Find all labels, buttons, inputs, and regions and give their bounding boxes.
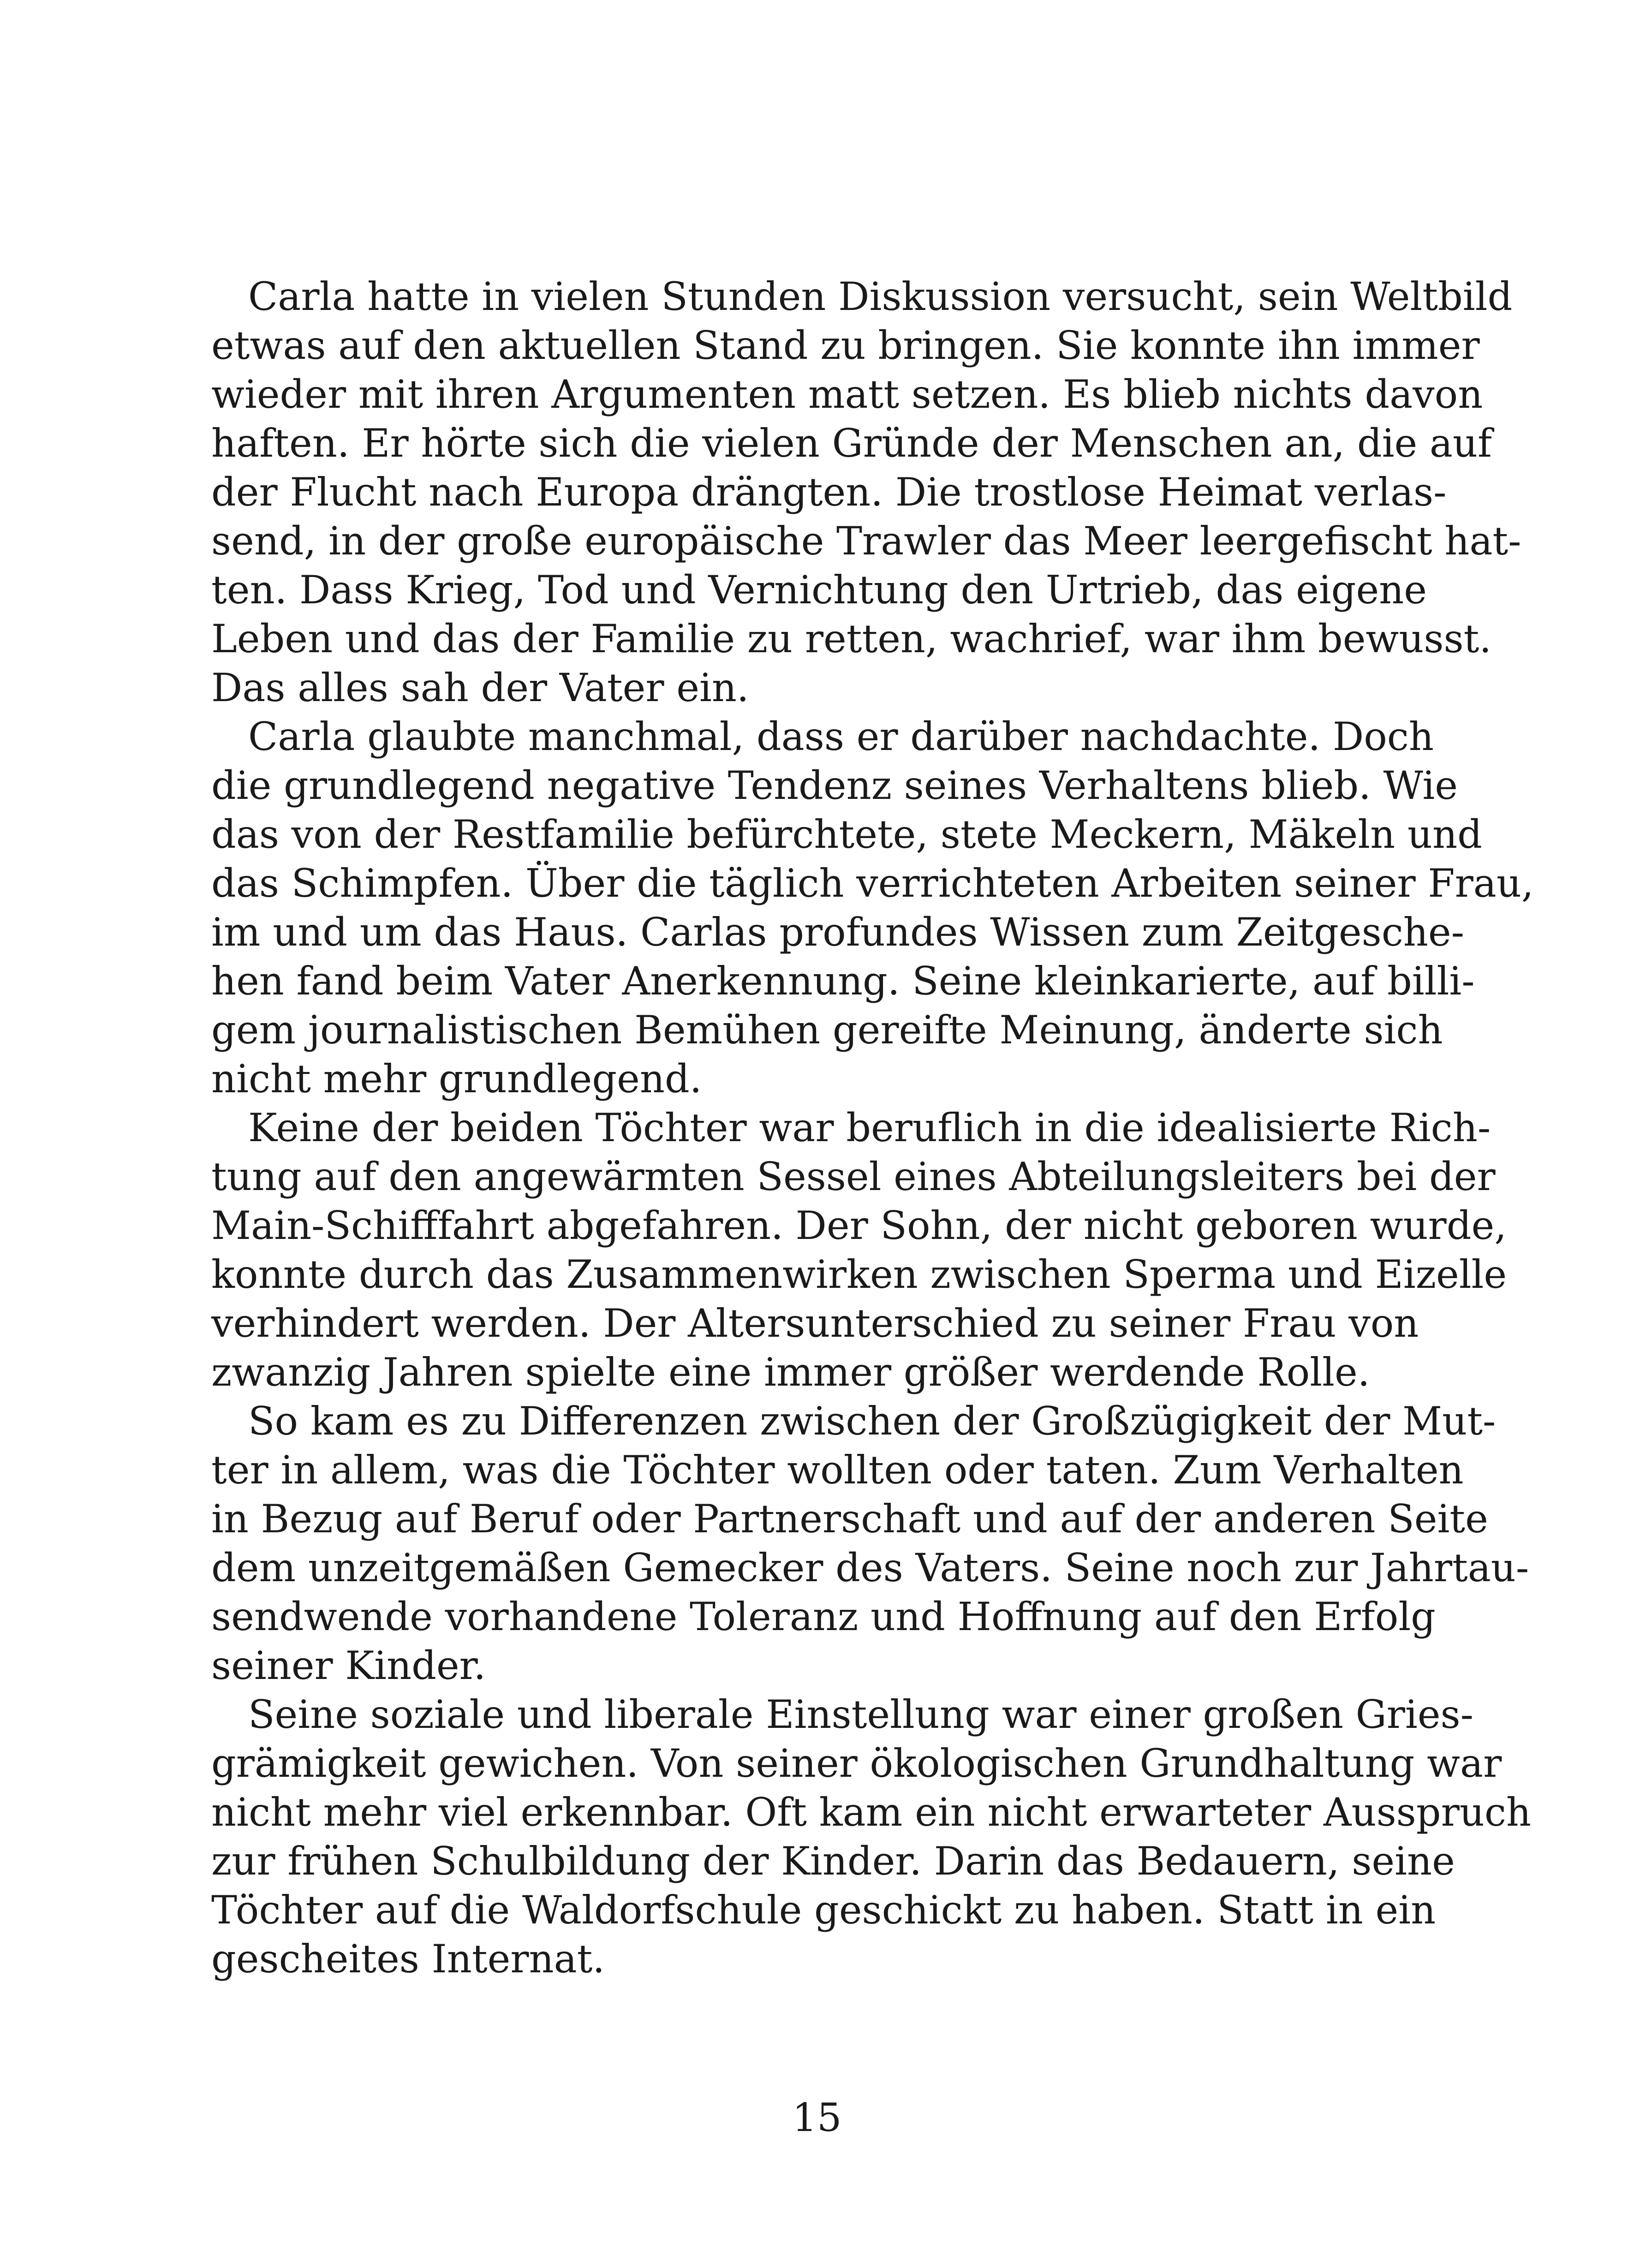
text-line: Das alles sah der Vater ein.: [211, 665, 749, 710]
text-line: wieder mit ihren Argumenten matt setzen. Es blieb nichts davon: [211, 372, 1483, 417]
text-line: tung auf den angewärmten Sessel eines Abteilungsleiters bei der: [211, 1154, 1496, 1199]
text-line: in Bezug auf Beruf oder Partnerschaft und auf der anderen Seite: [211, 1496, 1488, 1542]
text-line: sendwende vorhandene Toleranz und Hoffnung auf den Erfolg: [211, 1594, 1436, 1639]
text-line: Keine der beiden Töchter war beruflich in die idealisierte Rich-: [248, 1105, 1491, 1150]
text-line: etwas auf den aktuellen Stand zu bringen. Sie konnte ihn immer: [211, 323, 1480, 368]
text-line: die grundlegend negative Tendenz seines Verhaltens blieb. Wie: [211, 763, 1458, 808]
text-line: seiner Kinder.: [211, 1643, 486, 1688]
text-line: hen fand beim Vater Anerkennung. Seine kleinkarierte, auf billi-: [211, 958, 1475, 1004]
text-line: der Flucht nach Europa drängten. Die trostlose Heimat verlas-: [211, 470, 1447, 515]
text-line: zur frühen Schulbildung der Kinder. Darin das Bedauern, seine: [211, 1839, 1455, 1884]
text-line: zwanzig Jahren spielte eine immer größer werdende Rolle.: [211, 1350, 1370, 1395]
text-line: So kam es zu Differenzen zwischen der Großzügigkeit der Mut-: [248, 1399, 1496, 1444]
text-line: grämigkeit gewichen. Von seiner ökologischen Grundhaltung war: [211, 1741, 1502, 1786]
text-line: Seine soziale und liberale Einstellung war einer großen Gries-: [248, 1692, 1473, 1737]
text-line: send, in der große europäische Trawler das Meer leergefischt hat-: [211, 518, 1521, 564]
text-line: Carla glaubte manchmal, dass er darüber nachdachte. Doch: [248, 714, 1434, 759]
text-line: dem unzeitgemäßen Gemecker des Vaters. Seine noch zur Jahrtau-: [211, 1545, 1529, 1590]
text-line: Leben und das der Familie zu retten, wachrief, war ihm bewusst.: [211, 616, 1492, 661]
text-line: verhindert werden. Der Altersunterschied zu seiner Frau von: [211, 1301, 1419, 1346]
text-line: gem journalistischen Bemühen gereifte Meinung, änderte sich: [211, 1007, 1443, 1053]
text-line: Töchter auf die Waldorfschule geschickt zu haben. Statt in ein: [211, 1887, 1436, 1933]
body-text: [211, 272, 1534, 1983]
text-line: im und um das Haus. Carlas profundes Wissen zum Zeitgesche-: [211, 910, 1464, 955]
text-line: ter in allem, was die Töchter wollten oder taten. Zum Verhalten: [211, 1447, 1464, 1493]
text-line: nicht mehr grundlegend.: [211, 1056, 702, 1101]
text-line: Main-Schifffahrt abgefahren. Der Sohn, der nicht geboren wurde,: [211, 1203, 1507, 1248]
text-line: ten. Dass Krieg, Tod und Vernichtung den Urtrieb, das eigene: [211, 567, 1427, 613]
text-line: konnte durch das Zusammenwirken zwischen Sperma und Eizelle: [211, 1252, 1507, 1297]
text-line: haften. Er hörte sich die vielen Gründe der Menschen an, die auf: [211, 421, 1492, 466]
page-number: 15: [792, 2095, 842, 2140]
text-line: gescheites Internat.: [211, 1936, 605, 1982]
text-line: nicht mehr viel erkennbar. Oft kam ein nicht erwarteter Ausspruch: [211, 1790, 1531, 1835]
text-line: Carla hatte in vielen Stunden Diskussion versucht, sein Weltbild: [248, 274, 1513, 319]
text-line: das Schimpfen. Über die täglich verrichteten Arbeiten seiner Frau,: [211, 861, 1534, 906]
text-line: das von der Restfamilie befürchtete, stete Meckern, Mäkeln und: [211, 812, 1482, 857]
